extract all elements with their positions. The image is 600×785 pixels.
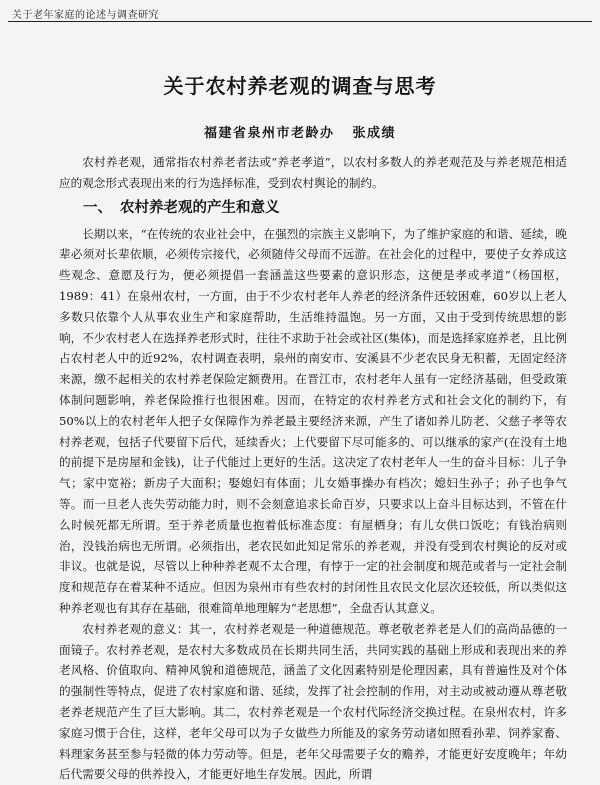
body-paragraph: 农村养老观的意义：其一，农村养老观是一种道德规范。尊老敬老养老是人们的高尚品德的一面镜子。农村养老观，是农村大多数成员在长期共同生活，共同实践的基础上形成和表现出来的养老风格、价值取向、精神风貌和道德规范，涵盖了文化因素特别是伦理因素，具有普遍性及对个体的强制性等特点，促进了农村家庭和谐、延续，发挥了社会控制的作用，对主动或被动遵从尊老敬老养老规范产生了巨大影响。其二，农村养老观是一个农村代际经济交换过程。在泉州农村，许多家庭习惯于合住，这样，老年父母可以为子女做些力所能及的家务劳动诸如照看孙辈、饲养家畜、料理家务甚至参与轻微的体力劳动等。但是，老年父母需要子女的赡养，才能更好安度晚年；年幼后代需要父母的供养投入，才能更好地生存发展。因此，所谓 <box>59 621 567 782</box>
section-title: 农村养老观的产生和意义 <box>120 199 280 216</box>
section-number: 一、 <box>83 199 112 216</box>
abstract-paragraph: 农村养老观，通常指农村养老者法或“养老孝道”，以农村多数人的养老观范及与养老规范相适应的观念形式表现出来的行为选择标准，受到农村舆论的制约。 <box>59 155 567 190</box>
header-rule <box>8 21 592 22</box>
section-heading <box>83 197 567 219</box>
body-paragraph: 长期以来，“在传统的农业社会中，在强烈的宗族主义影响下，为了维护家庭的和谐、延续，晚辈必须对长辈依顺，必须传宗接代，必须随侍父母而不远游。在社会化的过程中，要使子女养成这些观念、意愿及行为，便必须提倡一套涵盖这些要素的意识形态，这便是孝或孝道”（杨国枢，1989：41）在泉州农村，一方面，由于不少农村老年人养老的经济条件还较困难，60岁以上老人多数只依靠个人从事农业生产和家庭帮助，生活维持温饱。另一方面，又由于受到传统思想的影响，不少农村老人在选择养老形式时，往往不求助于社会或社区(集体)，而是选择家庭养老，且比例占农村老人中的近92%，农村调查表明，泉州的南安市、安溪县不少老农民身无积蓄，无固定经济来源，缴不起相关的农村养老保险定额费用。在晋江市，农村老年人虽有一定经济基础，但受政策体制问题影响，养老保险推行也很困难。因而，在特定的农村养老方式和社会文化的制约下，有50%以上的农村老年人把子女保障作为养老最主要经济来源，产生了诸如养儿防老、父慈子孝等农村养老观，包括子代要留下后代，延续香火；上代要留下尽可能多的、可以继承的家产(在没有土地的前提下是房屋和金钱)，让子代能过上更好的生活。这决定了农村老年人一生的奋斗目标：儿子争气；家中宽裕；新房子大面积；娶媳妇有体面；儿女婚事操办有档次；媳妇生孙子；孙子也争气等。而一旦老人丧失劳动能力时，则不会刻意追求长命百岁，只要求以上奋斗目标达到，不管在什么时候死都无所谓。至于养老质量也抱着低标准态度：有屋栖身；有儿女供口饭吃；有钱治病则治，没钱治病也无所谓。必须指出，老农民如此知足常乐的养老观，并没有受到农村舆论的反对或非议。也就是说，尽管以上种种养老观不太合理，有悖于一定的社会制度和规范或者与一定社会制度和规范存在着某种不适应。但因为泉州市有些农村的封闭性且农民文化层次还较低，所以类似这种养老观也有其存在基础，很难简单地理解为“老思想”，全盘否认其意义。 <box>59 226 567 615</box>
author-line <box>0 122 600 141</box>
author-affiliation: 福建省泉州市老龄办 <box>203 126 335 141</box>
article-body <box>59 152 567 785</box>
page-title: 关于农村养老观的调查与思考 <box>163 74 437 98</box>
author-name: 张成绩 <box>352 126 397 141</box>
running-header: 关于老年家庭的论述与调查研究 <box>12 10 159 21</box>
